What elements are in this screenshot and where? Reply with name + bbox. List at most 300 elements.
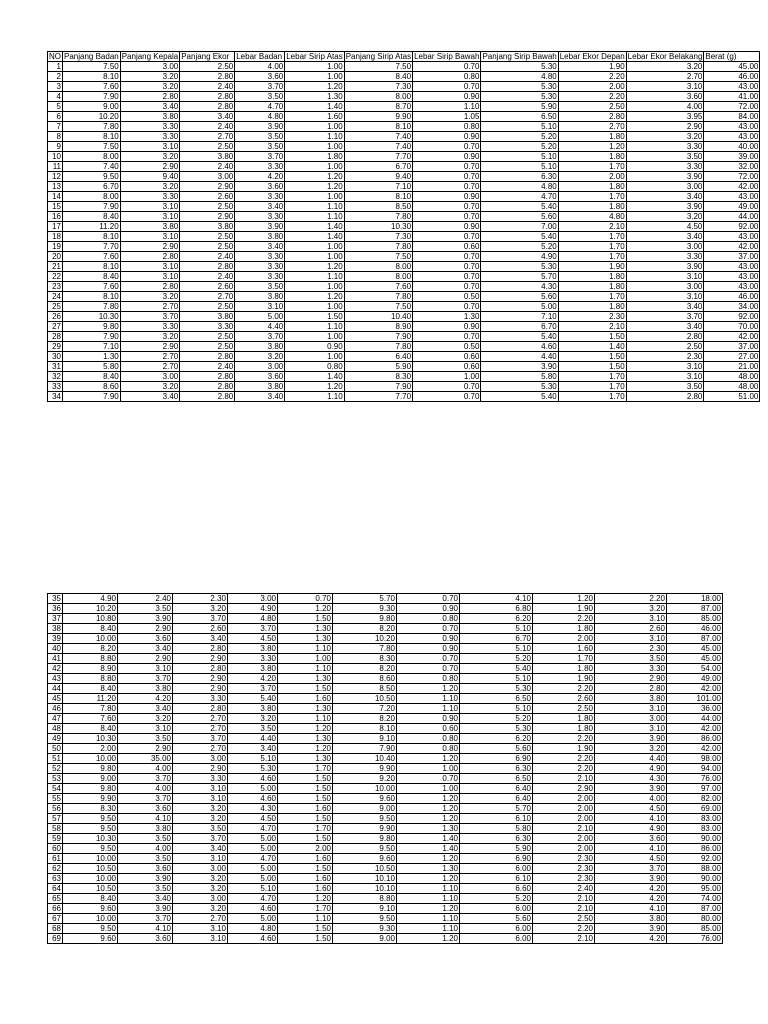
table-row: [48, 814, 723, 824]
row-number-cell: 66: [48, 904, 63, 914]
table-cell: 1.90: [558, 62, 626, 72]
table-cell: 0.70: [413, 82, 481, 92]
table-cell: 3.70: [120, 312, 180, 322]
row-number-cell: 10: [48, 152, 63, 162]
table-cell: 8.00: [344, 262, 412, 272]
table-cell: 5.00: [481, 302, 558, 312]
table-cell: 4.80: [481, 72, 558, 82]
table-cell: 2.20: [533, 684, 595, 694]
table-cell: 2.30: [558, 312, 626, 322]
table-cell: 0.70: [413, 182, 481, 192]
table-cell: 4.40: [481, 352, 558, 362]
table-cell: 2.80: [558, 112, 626, 122]
table-cell: 2.50: [180, 202, 235, 212]
table-cell: 4.60: [228, 794, 278, 804]
row-number-cell: 57: [48, 814, 63, 824]
table-cell: 1.20: [278, 744, 333, 754]
row-number-cell: 2: [48, 72, 63, 82]
table-cell: 3.90: [626, 172, 704, 182]
table-cell: 5.40: [481, 332, 558, 342]
table-cell: 1.50: [278, 614, 333, 624]
table-cell: 1.70: [558, 192, 626, 202]
row-number-cell: 32: [48, 372, 63, 382]
table-cell: 39.00: [704, 152, 760, 162]
table-cell: 44.00: [704, 212, 760, 222]
table-cell: 8.10: [63, 262, 121, 272]
table-cell: 32.00: [704, 162, 760, 172]
table-cell: 7.50: [63, 62, 121, 72]
table-row: [48, 82, 760, 92]
table-cell: 46.00: [704, 292, 760, 302]
table-cell: 9.60: [333, 794, 397, 804]
table-cell: 3.50: [118, 734, 173, 744]
column-header-lebar-sirip-bawah: Lebar Sirip Bawah: [414, 52, 480, 61]
table-cell: 3.20: [595, 604, 667, 614]
table-cell: 5.80: [63, 362, 121, 372]
table-cell: 4.80: [228, 924, 278, 934]
table-cell: 3.60: [235, 372, 285, 382]
table-row: [48, 362, 760, 372]
table-cell: 2.10: [533, 824, 595, 834]
table-cell: 9.30: [333, 924, 397, 934]
table-cell: 2.50: [626, 342, 704, 352]
row-number-cell: 65: [48, 894, 63, 904]
table-cell: 1.10: [413, 102, 481, 112]
table-cell: 2.70: [180, 132, 235, 142]
table-cell: 3.80: [595, 694, 667, 704]
table-cell: 5.30: [481, 82, 558, 92]
table-cell: 3.20: [595, 744, 667, 754]
table-cell: 101.00: [667, 694, 723, 704]
table-cell: 6.20: [460, 614, 533, 624]
table-cell: 3.30: [173, 694, 228, 704]
table-cell: 1.10: [285, 202, 344, 212]
table-cell: 3.50: [235, 92, 285, 102]
table-cell: 9.30: [333, 604, 397, 614]
table-row: [48, 122, 760, 132]
table-cell: 2.50: [180, 302, 235, 312]
table-cell: 49.00: [704, 202, 760, 212]
table-cell: 3.80: [228, 704, 278, 714]
row-number-cell: 17: [48, 222, 63, 232]
table-cell: 4.40: [595, 754, 667, 764]
table-cell: 9.80: [333, 834, 397, 844]
table-cell: 3.70: [595, 864, 667, 874]
table-cell: 1.20: [397, 904, 460, 914]
table-cell: 2.30: [533, 874, 595, 884]
table-cell: 7.80: [63, 302, 121, 312]
table-cell: 4.10: [595, 904, 667, 914]
table-cell: 0.70: [397, 624, 460, 634]
table-row: [48, 252, 760, 262]
table-cell: 2.80: [180, 72, 235, 82]
table-cell: 92.00: [704, 222, 760, 232]
table-cell: 1.20: [397, 934, 460, 944]
table-cell: 6.70: [63, 182, 121, 192]
table-cell: 1.00: [397, 764, 460, 774]
table-cell: 43.00: [704, 122, 760, 132]
table-cell: 5.20: [460, 714, 533, 724]
table-cell: 18.00: [667, 594, 723, 604]
table-cell: 8.40: [63, 624, 118, 634]
table-cell: 0.70: [413, 392, 481, 402]
table-cell: 40.00: [704, 142, 760, 152]
table-cell: 4.40: [228, 734, 278, 744]
table-cell: 3.30: [235, 162, 285, 172]
table-row: [48, 824, 723, 834]
row-number-cell: 7: [48, 122, 63, 132]
table-row: [48, 292, 760, 302]
table-cell: 4.80: [235, 112, 285, 122]
table-cell: 1.50: [278, 834, 333, 844]
table-cell: 1.60: [278, 884, 333, 894]
table-cell: 1.00: [285, 162, 344, 172]
table-cell: 1.60: [278, 874, 333, 884]
table-cell: 1.05: [413, 112, 481, 122]
table-cell: 4.10: [595, 814, 667, 824]
row-number-cell: 53: [48, 774, 63, 784]
table-cell: 9.50: [63, 172, 121, 182]
table-cell: 10.50: [63, 864, 118, 874]
table-cell: 1.90: [533, 744, 595, 754]
table-row: [48, 854, 723, 864]
table-row: [48, 684, 723, 694]
table-cell: 3.90: [118, 614, 173, 624]
table-cell: 1.50: [558, 332, 626, 342]
table-cell: 2.50: [180, 332, 235, 342]
table-cell: 10.30: [63, 734, 118, 744]
table-cell: 1.50: [278, 794, 333, 804]
table-cell: 5.20: [481, 132, 558, 142]
row-number-cell: 22: [48, 272, 63, 282]
row-number-cell: 3: [48, 82, 63, 92]
table-cell: 92.00: [667, 854, 723, 864]
table-cell: 4.10: [595, 844, 667, 854]
table-cell: 1.00: [285, 72, 344, 82]
table-cell: 7.80: [344, 242, 412, 252]
table-cell: 7.10: [481, 312, 558, 322]
table-cell: 2.90: [595, 674, 667, 684]
table-cell: 5.80: [481, 372, 558, 382]
table-cell: 80.00: [667, 914, 723, 924]
table-cell: 3.50: [235, 132, 285, 142]
table-cell: 1.00: [285, 252, 344, 262]
table-cell: 3.60: [118, 804, 173, 814]
table-cell: 3.95: [626, 112, 704, 122]
table-cell: 42.00: [704, 182, 760, 192]
table-cell: 1.10: [285, 392, 344, 402]
column-header-no: NO: [49, 52, 61, 61]
table-cell: 5.70: [481, 272, 558, 282]
table-cell: 8.70: [344, 102, 412, 112]
header-row: [48, 52, 760, 62]
table-cell: 1.00: [285, 192, 344, 202]
table-cell: 3.00: [626, 282, 704, 292]
table-cell: 2.10: [533, 904, 595, 914]
table-cell: 1.20: [285, 172, 344, 182]
table-cell: 2.30: [626, 352, 704, 362]
table-cell: 7.70: [344, 392, 412, 402]
table-cell: 3.80: [120, 112, 180, 122]
table-cell: 3.20: [173, 804, 228, 814]
table-cell: 1.80: [558, 132, 626, 142]
table-cell: 4.70: [228, 824, 278, 834]
table-cell: 1.40: [285, 232, 344, 242]
table-cell: 4.30: [481, 282, 558, 292]
table-cell: 5.00: [228, 914, 278, 924]
table-row: [48, 72, 760, 82]
row-number-cell: 16: [48, 212, 63, 222]
table-cell: 1.30: [397, 864, 460, 874]
table-cell: 0.70: [413, 252, 481, 262]
table-cell: 3.70: [235, 332, 285, 342]
table-cell: 6.70: [460, 634, 533, 644]
table-row: [48, 312, 760, 322]
row-number-cell: 39: [48, 634, 63, 644]
table-cell: 2.10: [533, 894, 595, 904]
table-cell: 1.00: [285, 62, 344, 72]
table-cell: 5.40: [460, 664, 533, 674]
table-cell: 4.60: [481, 342, 558, 352]
table-row: [48, 132, 760, 142]
row-number-cell: 26: [48, 312, 63, 322]
table-cell: 42.00: [704, 242, 760, 252]
row-number-cell: 40: [48, 644, 63, 654]
table-cell: 2.40: [118, 594, 173, 604]
table-cell: 1.10: [278, 664, 333, 674]
table-cell: 6.70: [344, 162, 412, 172]
table-cell: 2.90: [173, 764, 228, 774]
table-cell: 3.30: [235, 212, 285, 222]
table-cell: 5.60: [460, 744, 533, 754]
table-cell: 1.30: [278, 674, 333, 684]
table-cell: 0.80: [397, 674, 460, 684]
table-cell: 7.50: [344, 62, 412, 72]
table-cell: 10.50: [333, 694, 397, 704]
row-number-cell: 23: [48, 282, 63, 292]
table-cell: 87.00: [667, 604, 723, 614]
row-number-cell: 50: [48, 744, 63, 754]
table-cell: 3.40: [118, 704, 173, 714]
table-cell: 8.40: [63, 894, 118, 904]
table-cell: 1.50: [278, 934, 333, 944]
table-cell: 1.60: [278, 854, 333, 864]
row-number-cell: 51: [48, 754, 63, 764]
table-cell: 5.70: [333, 594, 397, 604]
table-cell: 3.20: [120, 292, 180, 302]
row-number-cell: 34: [48, 392, 63, 402]
table-cell: 2.00: [558, 172, 626, 182]
table-cell: 2.50: [180, 342, 235, 352]
table-cell: 2.80: [120, 252, 180, 262]
table-cell: 3.30: [120, 132, 180, 142]
table-cell: 4.70: [228, 854, 278, 864]
table-cell: 0.50: [413, 342, 481, 352]
table-cell: 7.30: [344, 232, 412, 242]
table-cell: 6.90: [460, 754, 533, 764]
table-cell: 9.80: [63, 322, 121, 332]
table-cell: 10.00: [63, 754, 118, 764]
table-cell: 6.50: [460, 774, 533, 784]
table-cell: 51.00: [704, 392, 760, 402]
table-cell: 2.60: [533, 694, 595, 704]
table-cell: 6.00: [460, 904, 533, 914]
table-cell: 7.60: [63, 714, 118, 724]
table-cell: 1.20: [397, 854, 460, 864]
table-cell: 1.60: [278, 804, 333, 814]
table-cell: 11.20: [63, 222, 121, 232]
table-cell: 1.80: [558, 182, 626, 192]
table-cell: 8.10: [63, 72, 121, 82]
table-row: [48, 734, 723, 744]
table-cell: 6.40: [460, 794, 533, 804]
table-row: [48, 744, 723, 754]
table-cell: 2.70: [173, 724, 228, 734]
table-cell: 3.70: [173, 734, 228, 744]
row-number-cell: 31: [48, 362, 63, 372]
table-cell: 0.60: [413, 352, 481, 362]
table-cell: 5.20: [460, 654, 533, 664]
table-cell: 8.30: [344, 372, 412, 382]
table-cell: 3.00: [626, 242, 704, 252]
table-cell: 43.00: [704, 132, 760, 142]
table-cell: 7.60: [63, 252, 121, 262]
table-cell: 1.70: [278, 764, 333, 774]
table-cell: 8.00: [63, 192, 121, 202]
table-cell: 1.70: [558, 162, 626, 172]
table-row: [48, 272, 760, 282]
table-cell: 3.10: [120, 212, 180, 222]
table-cell: 2.90: [118, 624, 173, 634]
row-number-cell: 1: [48, 62, 63, 72]
table-cell: 3.50: [173, 824, 228, 834]
row-number-cell: 35: [48, 594, 63, 604]
table-cell: 10.30: [63, 312, 121, 322]
table-cell: 2.90: [626, 122, 704, 132]
table-cell: 8.60: [333, 674, 397, 684]
table-cell: 3.90: [595, 784, 667, 794]
table-cell: 1.10: [285, 322, 344, 332]
table-cell: 3.70: [228, 684, 278, 694]
table-cell: 1.40: [558, 342, 626, 352]
table-row: [48, 152, 760, 162]
table-cell: 1.50: [285, 312, 344, 322]
table-cell: 3.00: [173, 894, 228, 904]
table-cell: 7.40: [344, 142, 412, 152]
table-cell: 3.50: [626, 152, 704, 162]
table-row: [48, 654, 723, 664]
table-cell: 1.20: [285, 382, 344, 392]
table-cell: 8.00: [63, 152, 121, 162]
table-cell: 3.20: [120, 72, 180, 82]
table-cell: 0.80: [397, 734, 460, 744]
row-number-cell: 54: [48, 784, 63, 794]
table-cell: 1.50: [558, 352, 626, 362]
table-cell: 1.20: [285, 82, 344, 92]
table-cell: 10.30: [63, 834, 118, 844]
table-cell: 1.00: [413, 372, 481, 382]
table-cell: 3.20: [173, 814, 228, 824]
table-cell: 3.20: [120, 382, 180, 392]
table-cell: 4.10: [118, 924, 173, 934]
table-cell: 0.90: [413, 152, 481, 162]
table-cell: 3.10: [595, 634, 667, 644]
row-number-cell: 46: [48, 704, 63, 714]
table-cell: 3.40: [173, 634, 228, 644]
table-cell: 1.10: [285, 272, 344, 282]
row-number-cell: 67: [48, 914, 63, 924]
table-cell: 3.40: [118, 894, 173, 904]
table-cell: 9.90: [333, 824, 397, 834]
table-cell: 0.70: [413, 62, 481, 72]
table-cell: 4.90: [595, 824, 667, 834]
table-cell: 0.90: [397, 644, 460, 654]
table-cell: 4.10: [460, 594, 533, 604]
table-cell: 5.10: [481, 162, 558, 172]
table-cell: 0.80: [397, 744, 460, 754]
table-cell: 42.00: [667, 724, 723, 734]
table-cell: 3.30: [120, 322, 180, 332]
table-cell: 36.00: [667, 704, 723, 714]
table-cell: 0.70: [413, 172, 481, 182]
table-cell: 1.70: [278, 824, 333, 834]
table-cell: 7.40: [63, 162, 121, 172]
table-cell: 8.10: [63, 132, 121, 142]
table-cell: 1.10: [285, 212, 344, 222]
table-cell: 1.30: [278, 624, 333, 634]
table-cell: 46.00: [667, 624, 723, 634]
column-header-lebar-ekor-belakang: Lebar Ekor Belakang: [627, 52, 703, 61]
table-row: [48, 694, 723, 704]
table-cell: 5.40: [481, 232, 558, 242]
table-cell: 3.20: [173, 604, 228, 614]
table-row: [48, 332, 760, 342]
table-cell: 85.00: [667, 614, 723, 624]
row-number-cell: 12: [48, 172, 63, 182]
table-cell: 10.20: [333, 634, 397, 644]
table-cell: 7.00: [481, 222, 558, 232]
table-cell: 1.80: [533, 724, 595, 734]
table-cell: 3.10: [626, 362, 704, 372]
table-cell: 6.60: [460, 884, 533, 894]
table-cell: 3.50: [118, 604, 173, 614]
table-row: [48, 604, 723, 614]
table-cell: 76.00: [667, 934, 723, 944]
table-cell: 5.40: [228, 694, 278, 704]
row-number-cell: 11: [48, 162, 63, 172]
table-cell: 1.00: [285, 142, 344, 152]
table-cell: 9.90: [344, 112, 412, 122]
table-cell: 3.30: [626, 162, 704, 172]
table-cell: 45.00: [704, 62, 760, 72]
table-cell: 10.80: [63, 614, 118, 624]
table-row: [48, 372, 760, 382]
table-cell: 48.00: [704, 382, 760, 392]
table-cell: 2.40: [180, 82, 235, 92]
table-cell: 1.20: [397, 804, 460, 814]
table-cell: 1.50: [278, 864, 333, 874]
table-cell: 1.00: [285, 302, 344, 312]
table-cell: 3.00: [595, 714, 667, 724]
row-number-cell: 68: [48, 924, 63, 934]
table-cell: 2.50: [180, 142, 235, 152]
table-cell: 0.80: [413, 122, 481, 132]
table-cell: 1.10: [278, 714, 333, 724]
table-cell: 0.70: [397, 594, 460, 604]
table-cell: 9.00: [63, 774, 118, 784]
table-cell: 3.30: [235, 192, 285, 202]
table-cell: 5.90: [460, 844, 533, 854]
